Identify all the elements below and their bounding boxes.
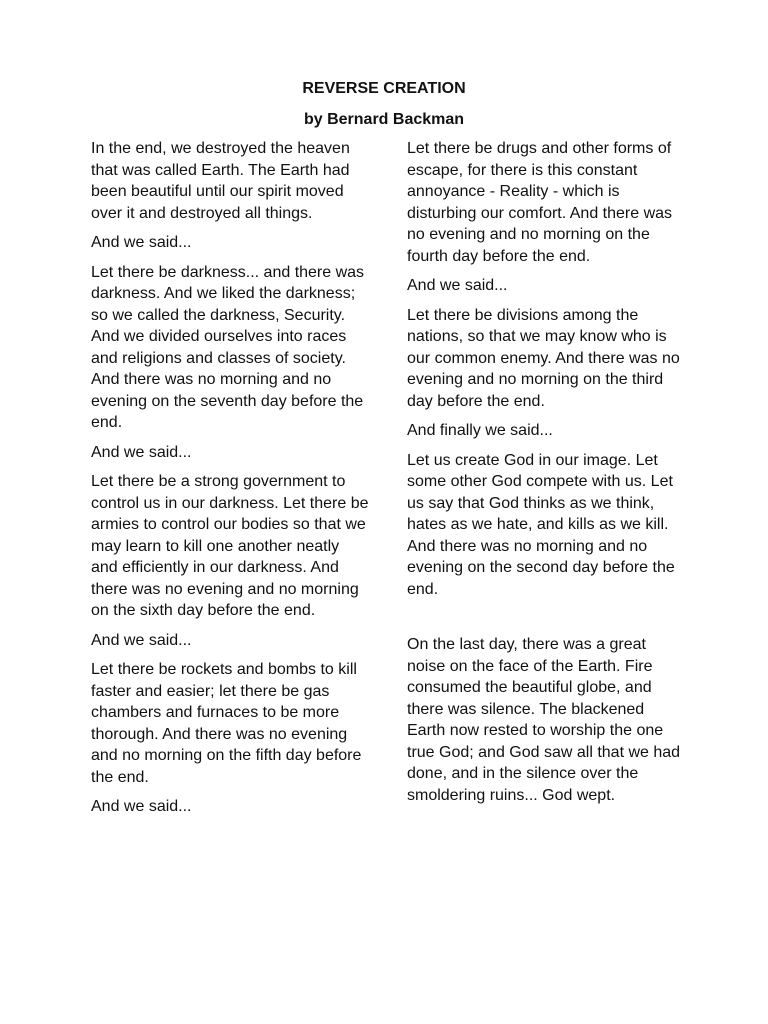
paragraph: And finally we said... bbox=[407, 422, 553, 439]
paragraph: Let there be divisions among the nations, so that we may know who is our common enemy. And there was no evening and no morning on the third day before the end. bbox=[407, 306, 680, 410]
paragraph: Let us create God in our image. Let some other God compete with us. Let us say that God thinks as we think, hates as we hate, and kills as we kill. And there was no morning and no evening on the second day before the end. bbox=[407, 451, 675, 598]
paragraph: And we said... bbox=[91, 631, 192, 649]
paragraph: Let there be a strong government to control us in our darkness. Let there be armies to control our bodies so that we may learn to kill one another neatly and efficiently in our darkness. And there was no evening and no morning on the sixth day before the end. bbox=[91, 473, 369, 619]
paragraph: And we said... bbox=[91, 798, 192, 815]
paragraph: In the end, we destroyed the heaven that was called Earth. The Earth had been beautiful until our spirit moved over it and destroyed all things. bbox=[91, 140, 350, 222]
paragraph: And we said... bbox=[407, 277, 508, 294]
paragraph: Let there be drugs and other forms of escape, for there is this constant annoyance - Reality - which is disturbing our comfort. And there was no evening and no morning on the fourth day before the end. bbox=[407, 140, 673, 265]
document-byline: by Bernard Backman bbox=[303, 111, 465, 128]
left-column bbox=[91, 138, 369, 826]
paragraph: And we said... bbox=[91, 443, 192, 461]
paragraph: Let there be rockets and bombs to kill faster and easier; let there be gas chambers and furnaces to be more thorough. And there was no evening and no morning on the fifth day before the end. bbox=[91, 661, 362, 786]
paragraph: On the last day, there was a great noise on the face of the Earth. Fire consumed the beautiful globe, and there was silence. The blackened Earth now rested to worship the one true God; and God saw all that we had done, and in the silence over the smoldering ruins... God wept. bbox=[407, 636, 681, 804]
right-column bbox=[407, 138, 683, 814]
paragraph: Let there be darkness... and there was darkness. And we liked the darkness; so we called the darkness, Security. And we divided ourselves into races and religions and classes of society. And there was no morning and no evening on the seventh day before the end. bbox=[91, 263, 365, 431]
document-title: REVERSE CREATION bbox=[302, 80, 466, 97]
paragraph: And we said... bbox=[91, 234, 192, 251]
